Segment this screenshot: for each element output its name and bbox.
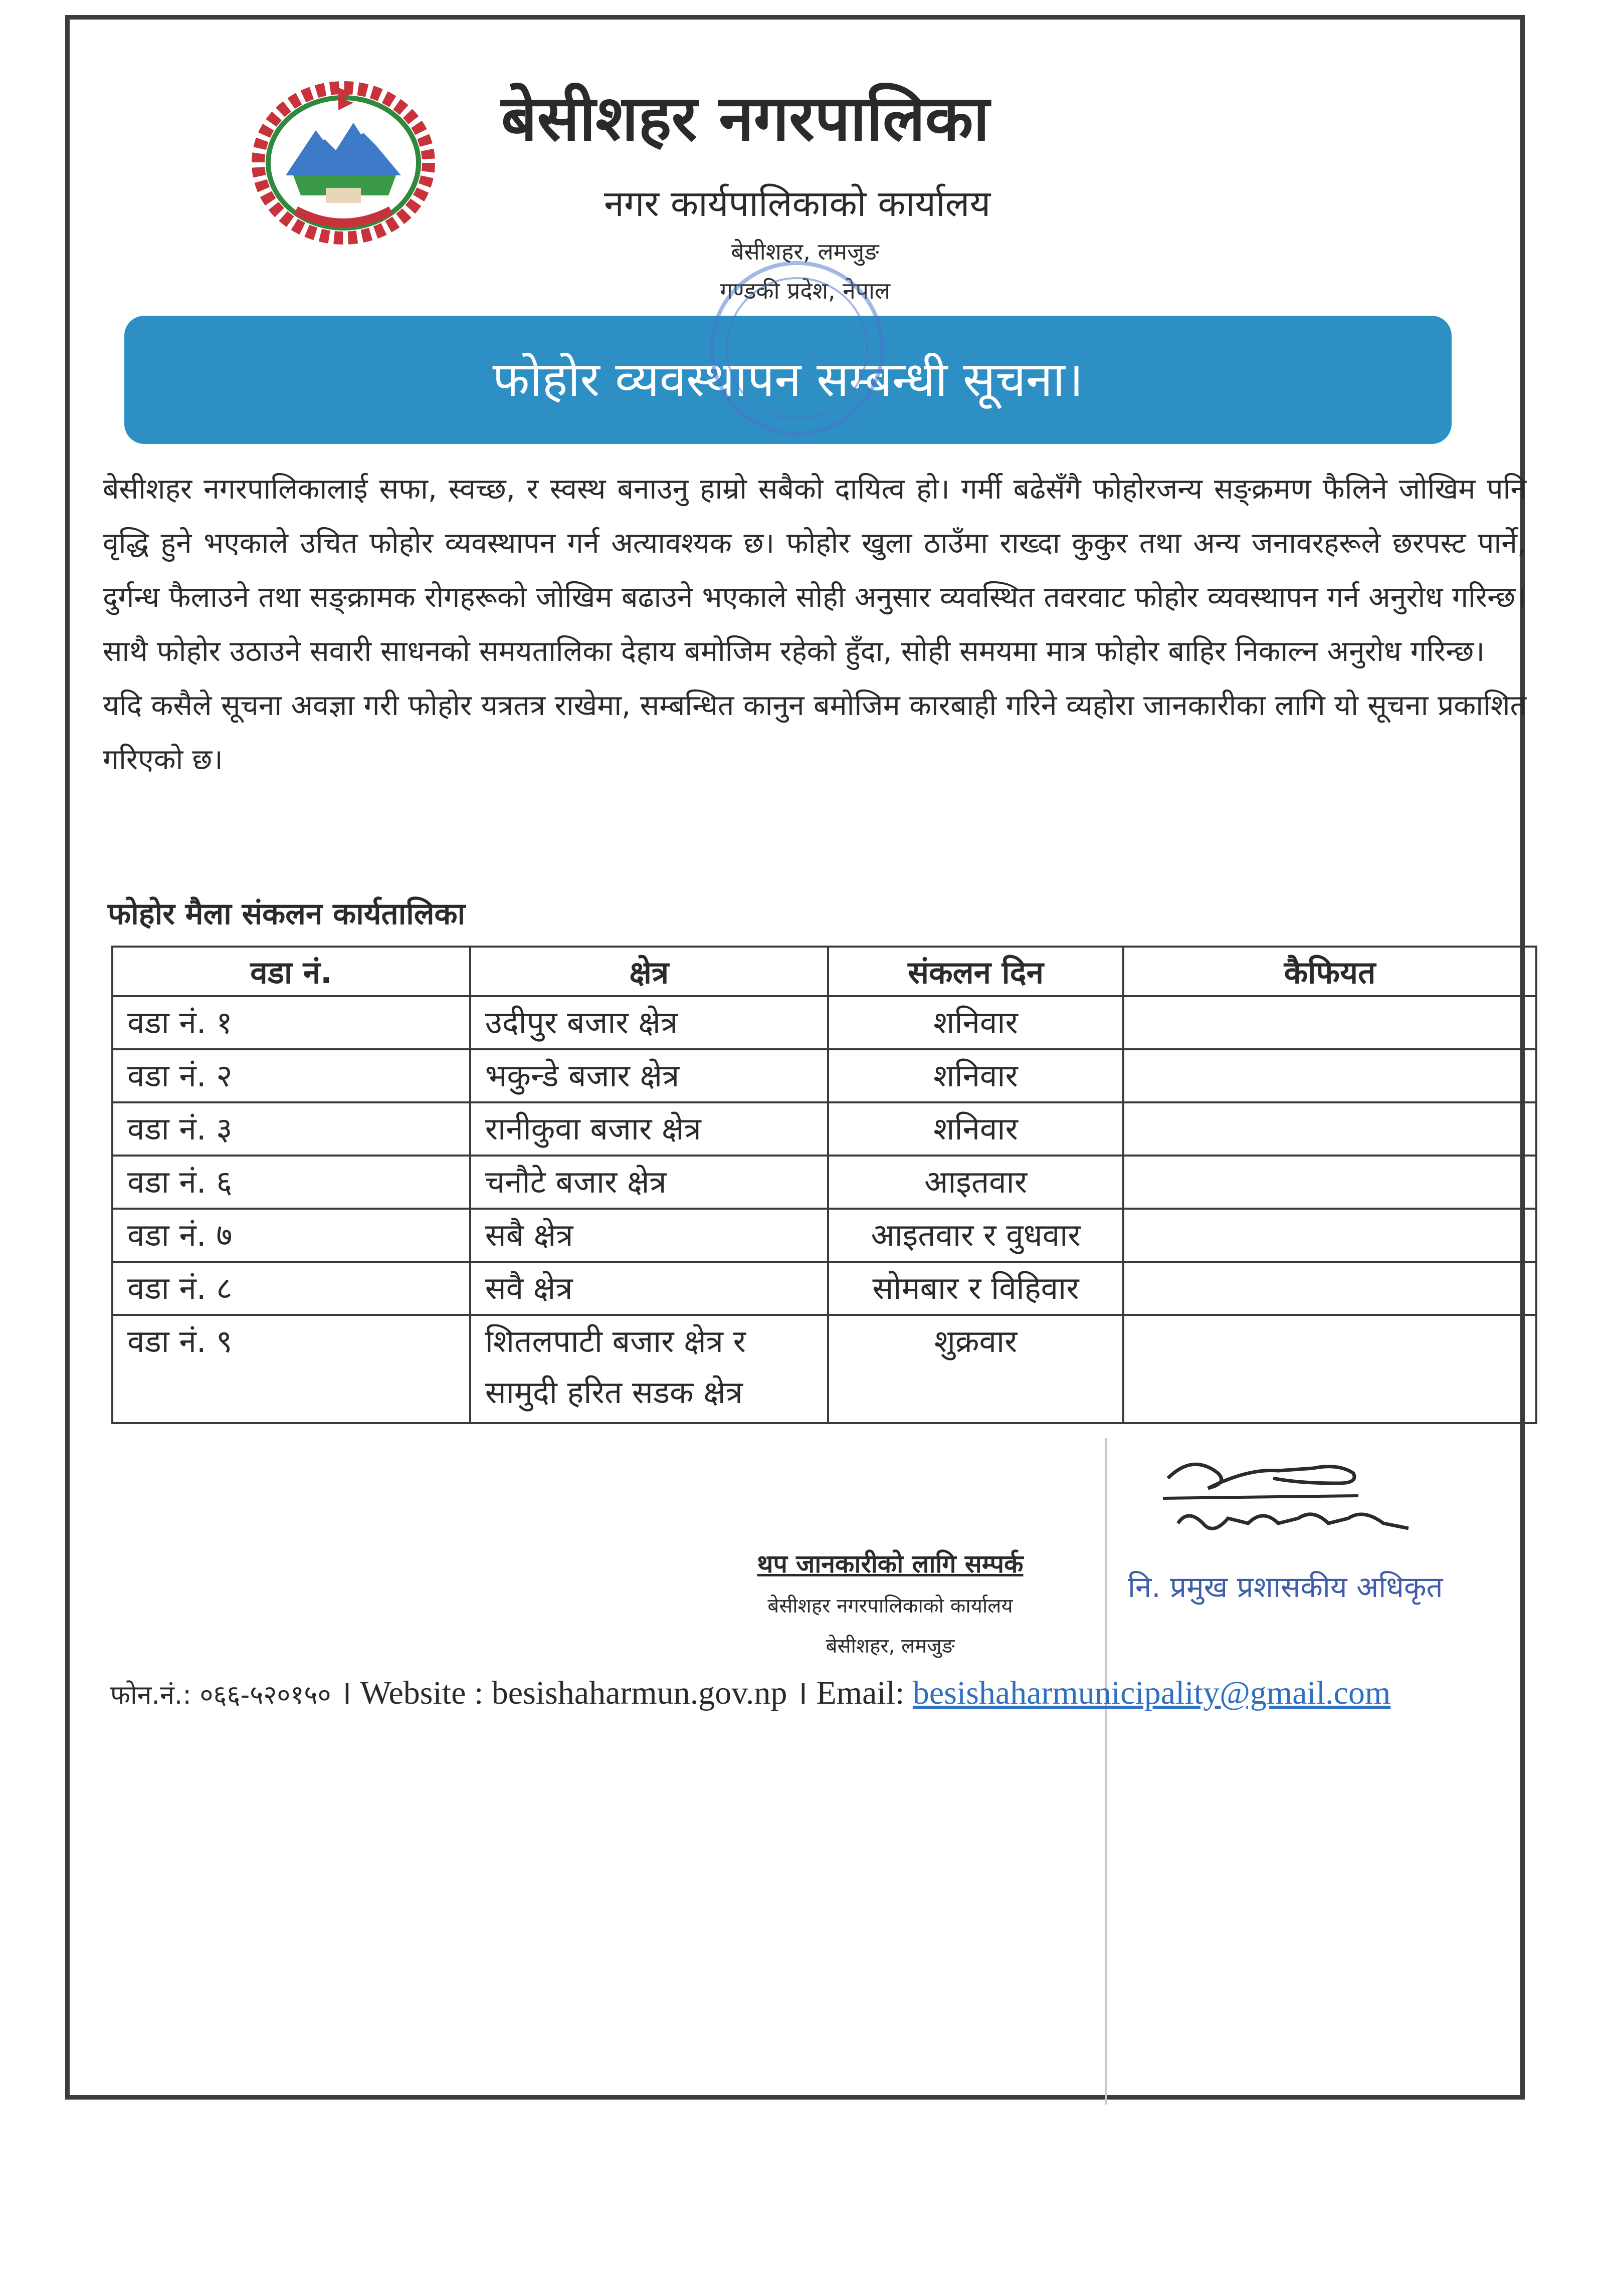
schedule-title: फोहोर मैला संकलन कार्यतालिका [108, 896, 466, 932]
area-cell: उदीपुर बजार क्षेत्र [470, 996, 828, 1049]
banner-title: फोहोर व्यवस्थापन सम्बन्धी सूचना। [492, 351, 1084, 407]
day-cell: आइतवार र वुधवार [828, 1209, 1123, 1262]
footer-contact-line [110, 1669, 1390, 1714]
remarks-cell [1123, 1262, 1536, 1315]
ward-cell: वडा नं. ९ [112, 1315, 470, 1423]
notice-paragraph-1: बेसीशहर नगरपालिकालाई सफा, स्वच्छ, र स्वस्थ बनाउनु हाम्रो सबैको दायित्व हो। गर्मी बढेसँगै फोहोरजन्य सङ्क्रमण फैलिने जोखिम पनि वृद्धि हुने भएकाले उचित फोहोर व्यवस्थापन गर्न अत्यावश्यक छ। फोहोर खुला ठाउँमा राख्दा कुकुर तथा अन्य जनावरहरूले छरपस्ट पार्ने, दुर्गन्ध फैलाउने तथा सङ्क्रामक रोगहरूको जोखिम बढाउने भएकाले सोही अनुसार व्यवस्थित तवरवाट फोहोर व्यवस्थापन गर्न अनुरोध गरिन्छ। साथै फोहोर उठाउने सवारी साधनको समयतालिका देहाय बमोजिम रहेको हुँदा, सोही समयमा मात्र फोहोर बाहिर निकाल्न अनुरोध गरिन्छ। [103, 473, 1527, 668]
table-row [112, 1262, 1536, 1315]
contact-office: बेसीशहर नगरपालिकाको कार्यालय [767, 1594, 1013, 1618]
ward-cell: वडा नं. ७ [112, 1209, 470, 1262]
address-line-2: गण्डकी प्रदेश, नेपाल [719, 277, 891, 304]
phone-label: फोन.नं.: [110, 1680, 191, 1710]
day-cell: शुक्रवार [828, 1315, 1123, 1423]
website-label: Website : [360, 1675, 484, 1711]
day-cell: शनिवार [828, 1049, 1123, 1102]
collection-schedule-table [111, 946, 1537, 1424]
table-row [112, 1102, 1536, 1156]
notice-body [103, 462, 1526, 787]
officer-designation: नि. प्रमुख प्रशासकीय अधिकृत [1128, 1570, 1443, 1604]
ward-cell: वडा नं. २ [112, 1049, 470, 1102]
day-cell: शनिवार [828, 1102, 1123, 1156]
day-cell: सोमबार र विहिवार [828, 1262, 1123, 1315]
column-header-collection-day: संकलन दिन [828, 947, 1123, 996]
table-row [112, 1049, 1536, 1102]
email-link[interactable]: besishaharmunicipality@gmail.com [912, 1675, 1391, 1711]
area-cell: सबै क्षेत्र [470, 1209, 828, 1262]
phone-number: ०६६-५२०१५० [199, 1680, 331, 1710]
remarks-cell [1123, 1102, 1536, 1156]
ward-cell: वडा नं. ६ [112, 1156, 470, 1209]
office-subtitle: नगर कार्यपालिकाको कार्यालय [604, 182, 991, 224]
separator: । [795, 1675, 808, 1711]
remarks-cell [1123, 1049, 1536, 1102]
day-cell: शनिवार [828, 996, 1123, 1049]
remarks-cell [1123, 1156, 1536, 1209]
email-label: Email: [816, 1675, 905, 1711]
column-header-remarks: कैफियत [1123, 947, 1536, 996]
ward-cell: वडा नं. ३ [112, 1102, 470, 1156]
day-cell: आइतवार [828, 1156, 1123, 1209]
notice-paragraph-2: यदि कसैले सूचना अवज्ञा गरी फोहोर यत्रतत्र राखेमा, सम्बन्धित कानुन बमोजिम कारबाही गरिने व्यहोरा जानकारीका लागि यो सूचना प्रकाशित गरिएको छ। [103, 689, 1526, 776]
ward-cell: वडा नं. ८ [112, 1262, 470, 1315]
area-cell: रानीकुवा बजार क्षेत्र [470, 1102, 828, 1156]
table-row [112, 1156, 1536, 1209]
contact-location: बेसीशहर, लमजुङ [826, 1635, 955, 1658]
area-cell: शितलपाटी बजार क्षेत्र र सामुदी हरित सडक क्षेत्र [470, 1315, 828, 1423]
officer-signature [1148, 1448, 1429, 1553]
contact-heading: थप जानकारीको लागि सम्पर्क [757, 1549, 1024, 1578]
address-line-1: बेसीशहर, लमजुङ [731, 238, 879, 265]
remarks-cell [1123, 1209, 1536, 1262]
column-header-area: क्षेत्र [470, 947, 828, 996]
website-link[interactable]: besishaharmun.gov.np [491, 1675, 787, 1711]
nepal-emblem-logo [246, 75, 441, 251]
ward-cell: वडा नं. १ [112, 996, 470, 1049]
table-row [112, 1315, 1536, 1423]
separator: । [339, 1675, 352, 1711]
table-row [112, 996, 1536, 1049]
remarks-cell [1123, 996, 1536, 1049]
page-title: बेसीशहर नगरपालिका [501, 82, 990, 155]
column-header-ward: वडा नं. [112, 947, 470, 996]
remarks-cell [1123, 1315, 1536, 1423]
office-stamp-seal [702, 248, 892, 448]
table-header-row [112, 947, 1536, 996]
area-cell: चनौटे बजार क्षेत्र [470, 1156, 828, 1209]
area-cell: भकुन्डे बजार क्षेत्र [470, 1049, 828, 1102]
area-cell: सवै क्षेत्र [470, 1262, 828, 1315]
table-row [112, 1209, 1536, 1262]
scan-artifact-line [1105, 1438, 1107, 2105]
